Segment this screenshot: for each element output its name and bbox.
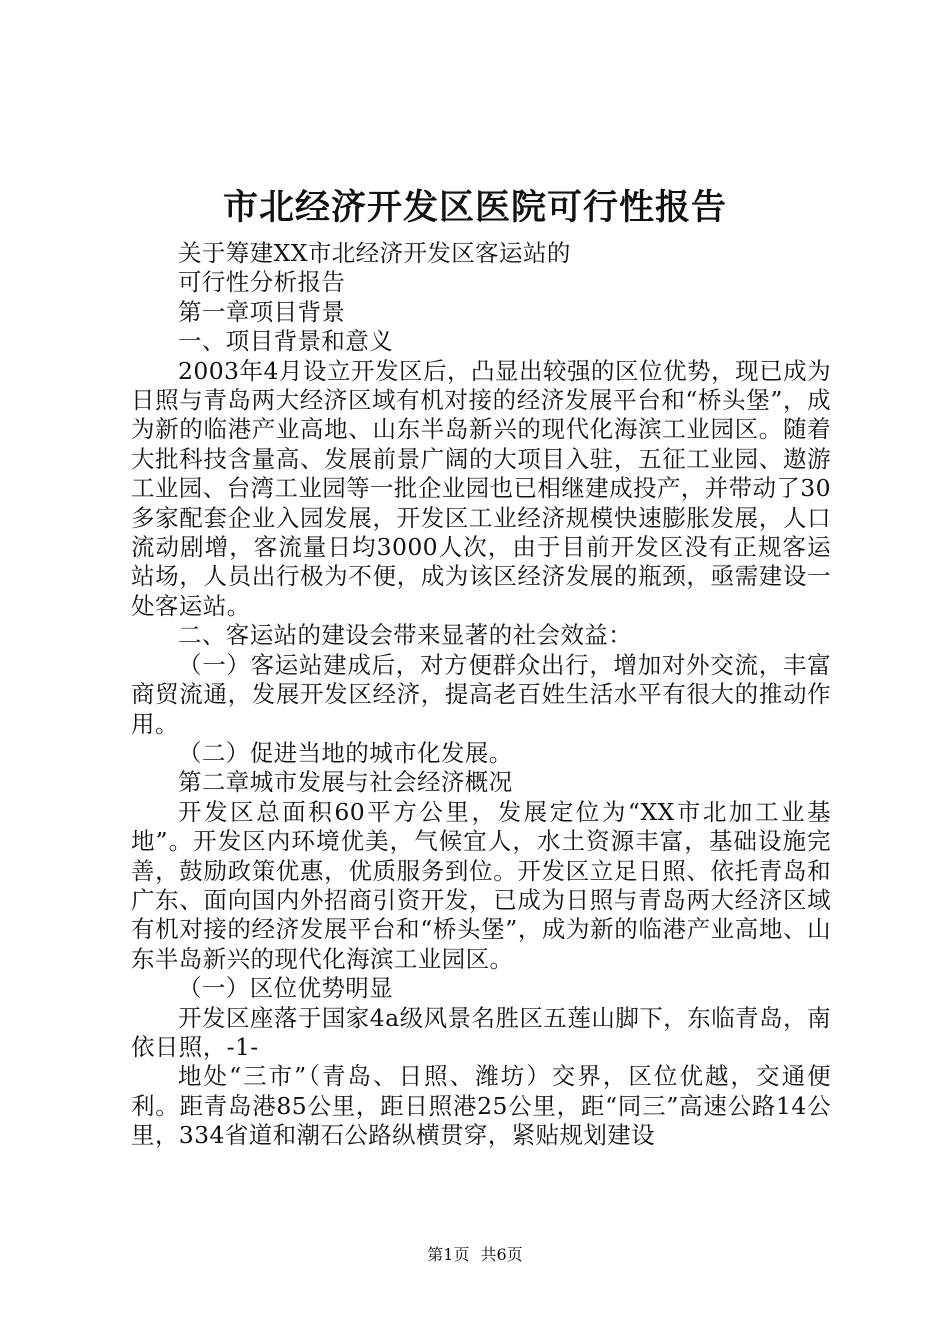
document-title: 市北经济开发区医院可行性报告	[222, 187, 727, 228]
body-paragraph: 第一章项目背景	[178, 297, 346, 326]
body-paragraph: 开发区座落于国家4a级风景名胜区五莲山脚下，东临青岛，南依日照，-1-	[131, 1003, 831, 1061]
page-footer: 第1页 共6页	[427, 1245, 523, 1264]
body-paragraph: 开发区总面积60平方公里，发展定位为“XX市北加工业基地”。开发区内环境优美，气候宜人，水土资源丰富，基础设施完善，鼓励政策优惠，优质服务到位。开发区立足日照、依托青岛和广东、面向国内外招商引资开发，已成为日照与青岛两大经济区域有机对接的经济发展平台和“桥头堡”，成为新的临港产业高地、山东半岛新兴的现代化海滨工业园区。	[131, 797, 831, 973]
body-paragraph: 二、客运站的建设会带来显著的社会效益：	[178, 621, 633, 650]
body-paragraph: （一）客运站建成后，对方便群众出行，增加对外交流，丰富商贸流通，发展开发区经济，提高老百姓生活水平有很大的推动作用。	[131, 650, 831, 738]
body-paragraph: 关于筹建XX市北经济开发区客运站的	[178, 239, 571, 267]
body-paragraph: 地处“三市”（青岛、日照、潍坊）交界，区位优越，交通便利。距青岛港85公里，距日照港25公里，距“同三”高速公路14公里，334省道和潮石公路纵横贯穿，紧贴规划建设	[131, 1062, 831, 1150]
body-paragraph: （一）区位优势明显	[178, 974, 394, 1003]
body-paragraph: 一、项目背景和意义	[178, 327, 394, 356]
body-paragraph: （二）促进当地的城市化发展。	[178, 738, 513, 767]
body-paragraph: 2003年4月设立开发区后，凸显出较强的区位优势，现已成为日照与青岛两大经济区域有机对接的经济发展平台和“桥头堡”，成为新的临港产业高地、山东半岛新兴的现代化海滨工业园区。随着大批科技含量高、发展前景广阔的大项目入驻，五征工业园、遨游工业园、台湾工业园等一批企业园也已相继建成投产，并带动了30多家配套企业入园发展，开发区工业经济规模快速膨胀发展，人口流动剧增，客流量日均3000人次，由于目前开发区没有正规客运站场，人员出行极为不便，成为该区经济发展的瓶颈，亟需建设一处客运站。	[131, 356, 831, 620]
body-paragraph: 可行性分析报告	[178, 268, 346, 297]
document-body	[131, 239, 831, 1151]
body-paragraph: 第二章城市发展与社会经济概况	[178, 768, 513, 797]
